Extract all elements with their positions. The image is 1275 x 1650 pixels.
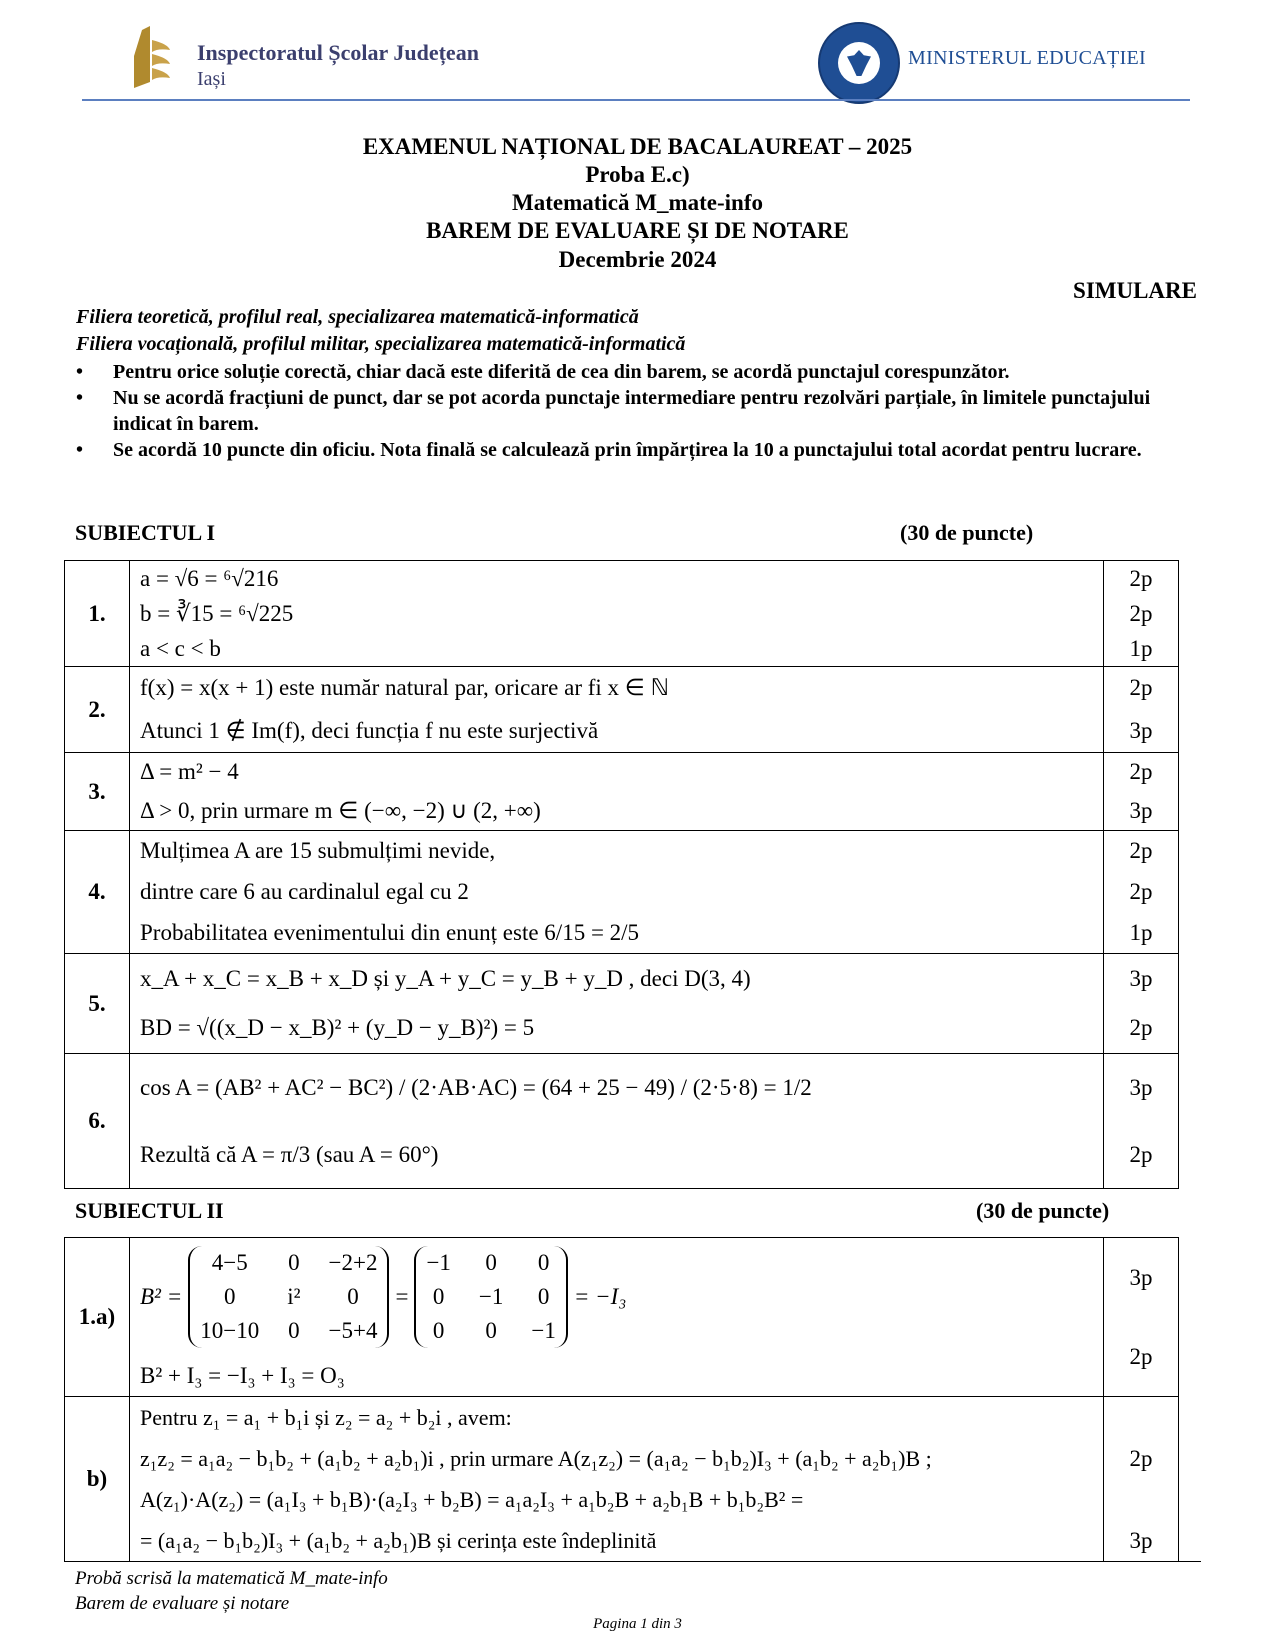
solution-line: z₁z₂ = a₁a₂ − b₁b₂ + (a₁b₂ + a₂b₁)i , prin urmare A(z₁z₂) = (a₁a₂ − b₁b₂)I₃ + (a₁b₂ + a₂b₁)B ; (140, 1445, 932, 1471)
matrix-entry: −1 (531, 1317, 556, 1343)
solution-line: Probabilitatea evenimentului din enunț este 6/15 = 2/5 (140, 919, 640, 945)
points: 3p (1129, 1264, 1153, 1290)
matrix-entry: −5+4 (328, 1317, 378, 1343)
solution-line: x_A + x_C = x_B + x_D și y_A + y_C = y_B + y_D , deci D(3, 4) (140, 965, 751, 991)
matrix-entry: −1 (426, 1249, 451, 1275)
table-row (65, 1054, 1179, 1189)
matrix-entry: i² (287, 1283, 301, 1309)
bullet-icon: • (76, 361, 84, 383)
isj-name: Inspectoratul Școlar Județean (197, 40, 479, 65)
bullet-icon: • (76, 439, 84, 461)
matrix-entry: 0 (485, 1249, 497, 1275)
points: 3p (1129, 797, 1153, 823)
section-1-title: SUBIECTUL I (75, 520, 216, 545)
points: 2p (1129, 1343, 1153, 1369)
item-number: 1.a) (65, 1238, 130, 1397)
matrix-rhs: = −I₃ (573, 1283, 627, 1309)
footer-divider (75, 1561, 1201, 1562)
equals: = (395, 1283, 409, 1309)
matrix-entry: 0 (288, 1317, 300, 1343)
table-row (65, 561, 1179, 667)
item-number: 5. (65, 954, 130, 1054)
points (1104, 1405, 1178, 1431)
table-row (65, 954, 1179, 1054)
matrix-entry: 0 (485, 1317, 497, 1343)
matrix-2 (414, 1246, 567, 1348)
ministry-name: MINISTERUL EDUCAȚIEI (908, 47, 1147, 69)
exam-subject: Matematică M_mate-info (512, 190, 763, 215)
solution-line: f(x) = x(x + 1) este număr natural par, oricare ar fi x ∈ ℕ (140, 675, 670, 701)
matrix-entry: 0 (223, 1283, 236, 1309)
footer-line-2: Barem de evaluare și notare (75, 1593, 290, 1614)
matrix-entry: 0 (537, 1249, 550, 1275)
solution-line: a < c < b (140, 635, 221, 661)
solution-line: Pentru z₁ = a₁ + b₁i și z₂ = a₂ + b₂i , avem: (140, 1404, 512, 1430)
points: 2p (1129, 759, 1153, 785)
table-row (65, 831, 1179, 954)
matrix-entry: 0 (288, 1249, 300, 1275)
exam-title: EXAMENUL NAȚIONAL DE BACALAUREAT – 2025 (362, 134, 913, 159)
matrix-entry: 0 (347, 1283, 359, 1309)
section-2-title: SUBIECTUL II (75, 1198, 224, 1223)
item-number: 6. (65, 1054, 130, 1189)
points: 1p (1129, 919, 1153, 945)
bullet-item (76, 359, 1201, 385)
points: 2p (1129, 878, 1153, 904)
section-1-points: (30 de puncte) (900, 520, 1034, 545)
section-2-points: (30 de puncte) (976, 1198, 1110, 1223)
simulare-label: SIMULARE (1073, 278, 1197, 303)
item-number: 1. (65, 561, 130, 667)
solution-line: a = √6 = ⁶√216 (140, 565, 279, 591)
points: 3p (1129, 965, 1153, 991)
matrix-entry: 0 (432, 1317, 445, 1343)
item-number: b) (65, 1397, 130, 1562)
table-row (65, 667, 1179, 753)
points: 2p (1129, 1445, 1153, 1471)
points: 3p (1129, 1527, 1153, 1553)
bullet-text: Pentru orice soluție corectă, chiar dacă este diferită de cea din barem, se acordă punctajul corespunzător. (113, 361, 1010, 383)
table-row (65, 1397, 1179, 1562)
matrix-entry: −1 (478, 1283, 504, 1309)
solution-line: Rezultă că A = π/3 (sau A = 60°) (140, 1141, 439, 1167)
solution-line: A(z₁)·A(z₂) = (a₁I₃ + b₁B)·(a₂I₃ + b₂B) = a₁a₂I₃ + a₁b₂B + a₂b₁B + b₁b₂B² = (140, 1486, 804, 1512)
table-row (65, 1238, 1179, 1397)
isj-logo (128, 26, 174, 90)
points: 2p (1129, 600, 1153, 626)
solution-line: cos A = (AB² + AC² − BC²) / (2·AB·AC) = (64 + 25 − 49) / (2·5·8) = 1/2 (140, 1074, 812, 1100)
matrix-entry: 0 (537, 1283, 550, 1309)
solution-line: BD = √((x_D − x_B)² + (y_D − y_B)²) = 5 (140, 1015, 535, 1041)
item-number: 2. (65, 667, 130, 753)
section-1-table (64, 560, 1179, 1189)
footer-line-1: Probă scrisă la matematică M_mate-info (75, 1568, 388, 1589)
bullet-item (76, 437, 1201, 463)
header-divider (82, 99, 1190, 101)
points: 2p (1129, 675, 1153, 701)
solution-line: B² + I₃ = −I₃ + I₃ = O₃ (140, 1362, 345, 1388)
bullet-icon: • (76, 387, 84, 409)
exam-barem: BAREM DE EVALUARE ȘI DE NOTARE (426, 218, 849, 243)
bullet-text: Nu se acordă fracțiuni de punct, dar se pot acorda punctaje intermediare pentru rezolvări parțiale, în limitele punctajului indicat în barem. (113, 387, 1151, 435)
bullet-text: Se acordă 10 puncte din oficiu. Nota finală se calculează prin împărțirea la 10 a punctajului total acordat pentru lucrare. (113, 439, 1142, 461)
points: 3p (1129, 1074, 1153, 1100)
solution-line: = (a₁a₂ − b₁b₂)I₃ + (a₁b₂ + a₂b₁)B și cerința este îndeplinită (140, 1527, 657, 1553)
isj-city: Iași (197, 68, 226, 90)
matrix-entry: 10−10 (200, 1317, 260, 1343)
matrix-entry: 4−5 (211, 1249, 248, 1275)
points: 1p (1129, 635, 1153, 661)
solution-line: dintre care 6 au cardinalul egal cu 2 (140, 878, 469, 904)
table-row (65, 753, 1179, 831)
points: 2p (1129, 838, 1153, 864)
matrix-equation (140, 1246, 1093, 1348)
exam-date: Decembrie 2024 (558, 247, 717, 272)
points: 2p (1129, 1015, 1153, 1041)
filiera-1: Filiera teoretică, profilul real, specializarea matematică-informatică (76, 306, 639, 328)
points: 2p (1129, 565, 1153, 591)
solution-line: Δ > 0, prin urmare m ∈ (−∞, −2) ∪ (2, +∞) (140, 797, 541, 823)
page-number: Pagina 1 din 3 (593, 1616, 682, 1632)
matrix-lhs: B² = (140, 1283, 183, 1309)
bullet-item (76, 385, 1201, 437)
points (1104, 1487, 1178, 1513)
section-2-table (64, 1237, 1179, 1562)
item-number: 3. (65, 753, 130, 831)
item-number: 4. (65, 831, 130, 954)
solution-line: b = ∛15 = ⁶√225 (140, 600, 294, 626)
matrix-entry: 0 (432, 1283, 445, 1309)
points: 2p (1129, 1141, 1153, 1167)
solution-line: Mulțimea A are 15 submulțimi nevide, (140, 838, 496, 864)
filiera-2: Filiera vocațională, profilul militar, specializarea matematică-informatică (76, 333, 686, 355)
solution-line: Atunci 1 ∉ Im(f), deci funcția f nu este surjectivă (140, 717, 599, 743)
matrix-1 (188, 1246, 389, 1348)
exam-proba: Proba E.c) (585, 162, 690, 187)
points: 3p (1129, 717, 1153, 743)
solution-line: Δ = m² − 4 (140, 759, 239, 785)
government-seal-icon (818, 22, 900, 104)
matrix-entry: −2+2 (328, 1249, 378, 1275)
